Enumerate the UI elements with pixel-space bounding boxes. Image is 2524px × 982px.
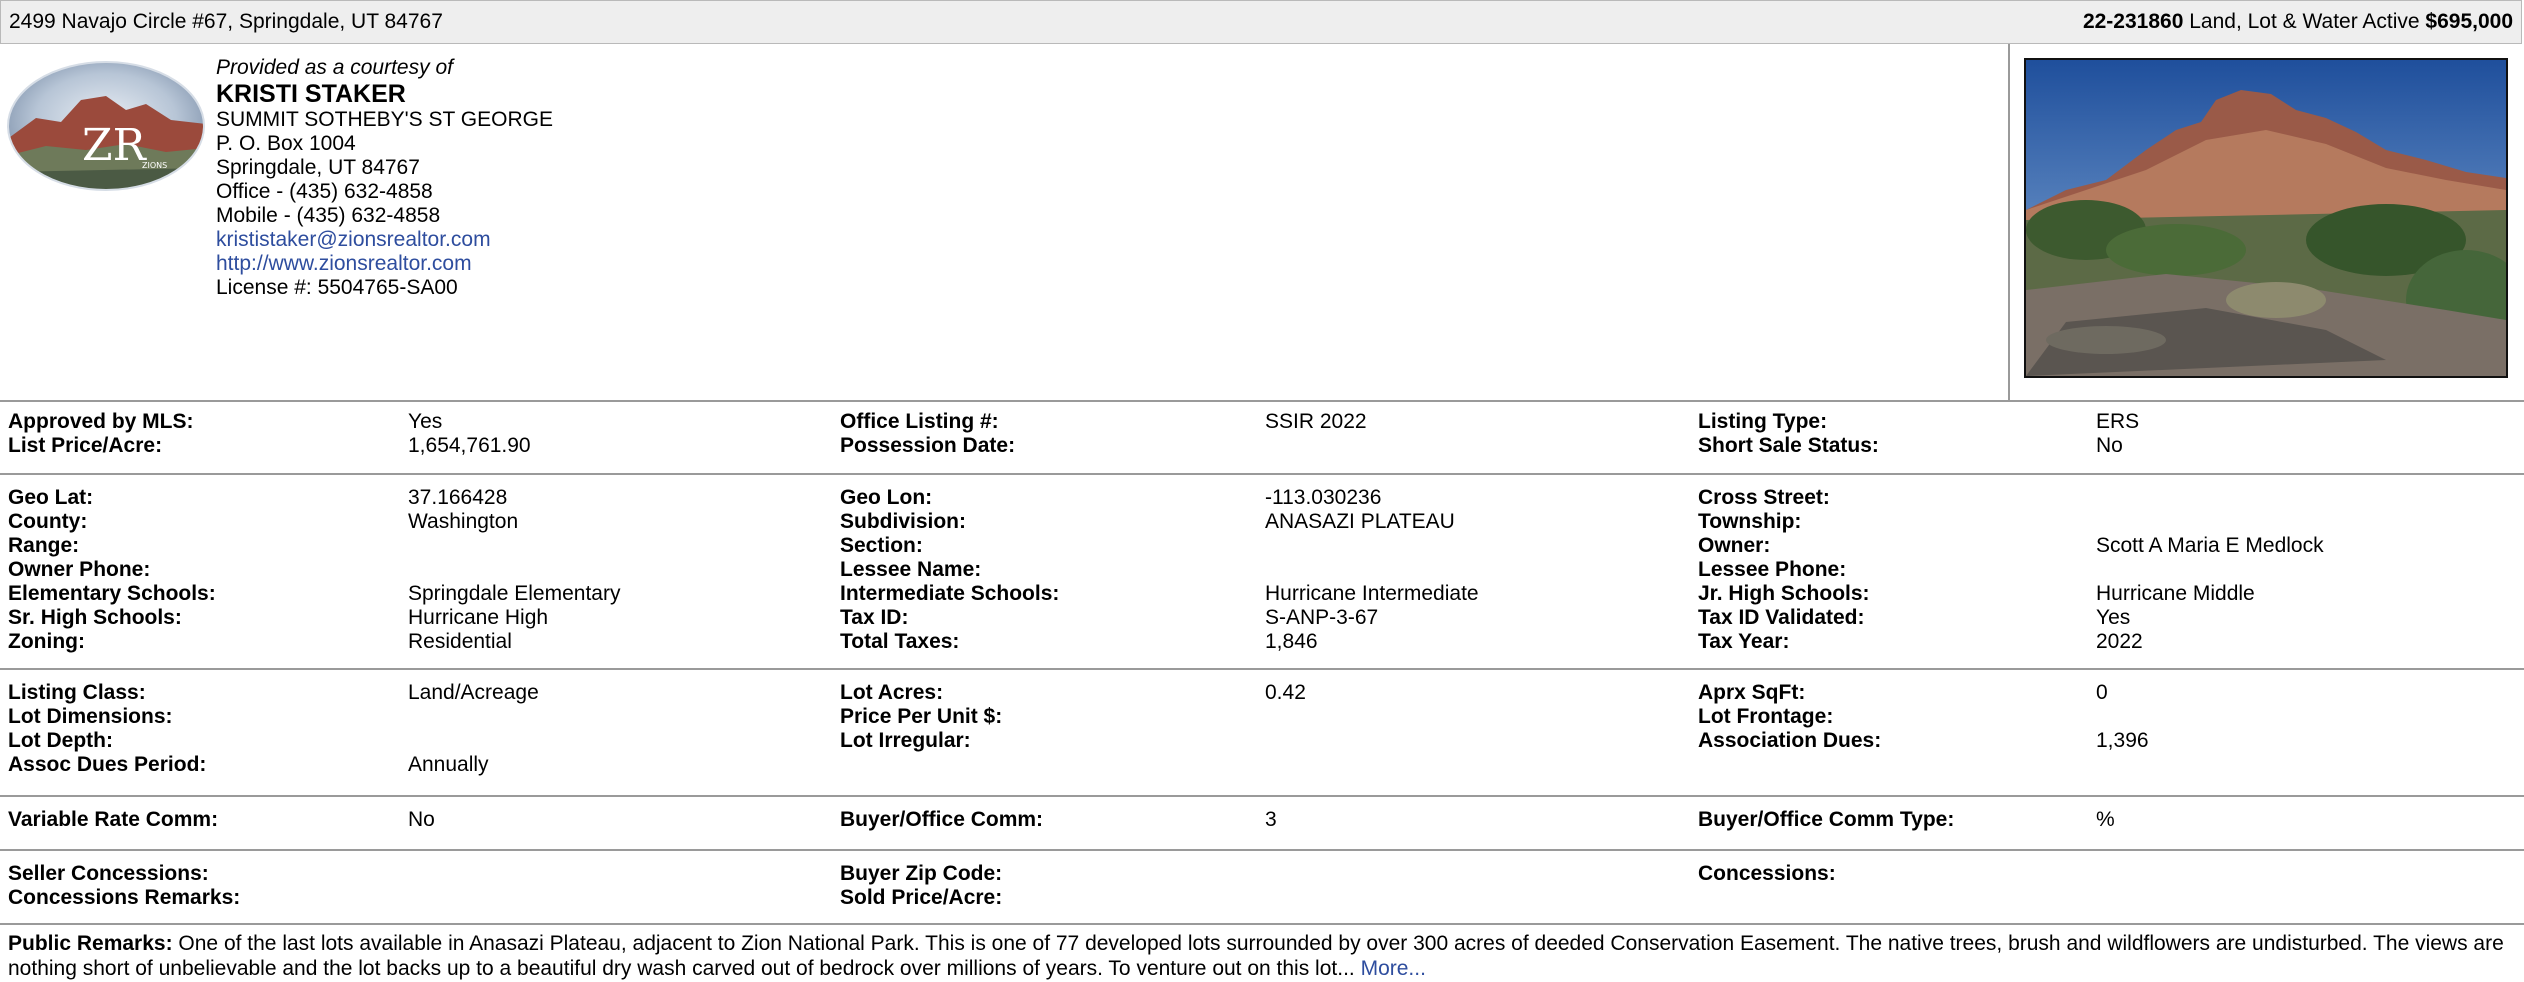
field-label: Short Sale Status: xyxy=(1698,434,1879,457)
detail-row xyxy=(0,862,2524,886)
field-label: Tax ID: xyxy=(840,606,909,629)
field-label: Listing Class: xyxy=(8,681,146,704)
field-label: Lessee Phone: xyxy=(1698,558,1847,581)
field-label: Listing Type: xyxy=(1698,410,1828,433)
detail-section xyxy=(0,670,2524,797)
field-label: Geo Lon: xyxy=(840,486,933,509)
detail-section xyxy=(0,851,2524,925)
listing-summary-bar xyxy=(0,0,2522,44)
field-value: ERS xyxy=(2096,410,2140,433)
field-label: Buyer Zip Code: xyxy=(840,862,1003,885)
field-value: Annually xyxy=(408,753,489,776)
field-value: 3 xyxy=(1265,808,1277,831)
field-value: Land/Acreage xyxy=(408,681,539,704)
detail-row xyxy=(0,705,2524,729)
field-label: Sold Price/Acre: xyxy=(840,886,1003,909)
field-value: Scott A Maria E Medlock xyxy=(2096,534,2324,557)
field-value: No xyxy=(408,808,435,831)
field-label: Jr. High Schools: xyxy=(1698,582,1870,605)
detail-section xyxy=(0,475,2524,670)
detail-row xyxy=(0,630,2524,654)
brokerage-logo xyxy=(6,60,206,192)
detail-row xyxy=(0,486,2524,510)
remarks-label: Public Remarks: xyxy=(8,932,173,955)
remarks-text: One of the last lots available in Anasazi Plateau, adjacent to Zion National Park. This is one of 77 developed lots surrounded by over 300 acres of deeded Conservation Easement. The native trees, brush and wildflowers are undisturbed. The views are nothing short of unbelievable and the lot backs up to a beautiful dry wash carved out of bedrock over millions of years. To venture out on this lot... xyxy=(8,932,2504,980)
listing-status xyxy=(2083,10,2513,34)
field-label: Range: xyxy=(8,534,80,557)
field-label: Assoc Dues Period: xyxy=(8,753,207,776)
field-label: Total Taxes: xyxy=(840,630,960,653)
field-label: Tax ID Validated: xyxy=(1698,606,1865,629)
property-type: Land, Lot & Water Active xyxy=(2183,10,2426,33)
detail-row xyxy=(0,434,2524,458)
website-link[interactable]: http://www.zionsrealtor.com xyxy=(216,252,472,275)
list-price: $695,000 xyxy=(2425,10,2513,33)
detail-section xyxy=(0,797,2524,851)
property-address: 2499 Navajo Circle #67, Springdale, UT 84767 xyxy=(9,10,443,33)
field-label: County: xyxy=(8,510,88,533)
detail-row xyxy=(0,534,2524,558)
agent-name: KRISTI STAKER xyxy=(216,80,406,108)
field-label: Section: xyxy=(840,534,923,557)
field-value: Hurricane Middle xyxy=(2096,582,2255,605)
field-label: Owner: xyxy=(1698,534,1771,557)
field-value: 37.166428 xyxy=(408,486,508,509)
field-value: SSIR 2022 xyxy=(1265,410,1367,433)
email-link[interactable]: krististaker@zionsrealtor.com xyxy=(216,228,491,251)
detail-section xyxy=(0,402,2524,475)
detail-row xyxy=(0,410,2524,434)
mls-number: 22-231860 xyxy=(2082,10,2184,33)
field-label: Concessions Remarks: xyxy=(8,886,241,909)
detail-row xyxy=(0,510,2524,534)
field-value: Yes xyxy=(2096,606,2131,629)
field-label: Elementary Schools: xyxy=(8,582,216,605)
detail-row xyxy=(0,606,2524,630)
detail-row xyxy=(0,558,2524,582)
svg-text:ZR: ZR xyxy=(82,120,146,171)
field-value: No xyxy=(2096,434,2123,457)
field-label: Buyer/Office Comm Type: xyxy=(1698,808,1955,831)
detail-row xyxy=(0,729,2524,753)
agent-header xyxy=(0,44,2524,402)
field-label: Aprx SqFt: xyxy=(1698,681,1806,704)
field-value: Residential xyxy=(408,630,512,653)
courtesy-label: Provided as a courtesy of xyxy=(216,56,453,79)
po-box: P. O. Box 1004 xyxy=(216,132,356,155)
field-value: Hurricane Intermediate xyxy=(1265,582,1479,605)
field-value: Yes xyxy=(408,410,443,433)
header-divider xyxy=(2008,44,2010,400)
field-label: Subdivision: xyxy=(840,510,966,533)
svg-text:ZIONS: ZIONS xyxy=(142,161,168,170)
field-label: Owner Phone: xyxy=(8,558,151,581)
field-label: Sr. High Schools: xyxy=(8,606,182,629)
field-value: S-ANP-3-67 xyxy=(1265,606,1379,629)
more-link[interactable]: More... xyxy=(1360,957,1426,980)
field-value: 1,396 xyxy=(2096,729,2149,752)
field-value: Washington xyxy=(408,510,519,533)
property-photo[interactable] xyxy=(2024,58,2508,378)
brokerage-name: SUMMIT SOTHEBY'S ST GEORGE xyxy=(216,108,553,131)
license-number: License #: 5504765-SA00 xyxy=(216,276,458,299)
field-label: Buyer/Office Comm: xyxy=(840,808,1044,831)
field-label: Township: xyxy=(1698,510,1802,533)
field-label: Office Listing #: xyxy=(840,410,999,433)
detail-row xyxy=(0,753,2524,777)
detail-row xyxy=(0,808,2524,832)
office-phone: Office - (435) 632-4858 xyxy=(216,180,433,203)
field-value: 0.42 xyxy=(1265,681,1306,704)
field-label: Concessions: xyxy=(1698,862,1836,885)
field-label: Association Dues: xyxy=(1698,729,1882,752)
field-label: Price Per Unit $: xyxy=(840,705,1003,728)
field-value: ANASAZI PLATEAU xyxy=(1265,510,1455,533)
field-value: 0 xyxy=(2096,681,2108,704)
field-label: Lot Frontage: xyxy=(1698,705,1834,728)
field-label: List Price/Acre: xyxy=(8,434,163,457)
field-value: % xyxy=(2096,808,2115,831)
field-label: Seller Concessions: xyxy=(8,862,209,885)
field-label: Lot Irregular: xyxy=(840,729,971,752)
field-label: Lot Acres: xyxy=(840,681,944,704)
field-label: Lessee Name: xyxy=(840,558,982,581)
field-label: Geo Lat: xyxy=(8,486,94,509)
field-value: 2022 xyxy=(2096,630,2143,653)
field-label: Approved by MLS: xyxy=(8,410,194,433)
field-value: Hurricane High xyxy=(408,606,549,629)
detail-row xyxy=(0,886,2524,910)
public-remarks xyxy=(8,931,2508,981)
field-label: Intermediate Schools: xyxy=(840,582,1060,605)
field-label: Possession Date: xyxy=(840,434,1016,457)
agent-city: Springdale, UT 84767 xyxy=(216,156,420,179)
field-value: Springdale Elementary xyxy=(408,582,621,605)
field-label: Tax Year: xyxy=(1698,630,1790,653)
detail-row xyxy=(0,681,2524,705)
detail-row xyxy=(0,582,2524,606)
mobile-phone: Mobile - (435) 632-4858 xyxy=(216,204,441,227)
field-label: Lot Dimensions: xyxy=(8,705,173,728)
field-value: -113.030236 xyxy=(1265,486,1382,509)
field-label: Lot Depth: xyxy=(8,729,113,752)
field-value: 1,654,761.90 xyxy=(408,434,531,457)
field-label: Zoning: xyxy=(8,630,85,653)
agent-contact-card xyxy=(216,56,553,300)
field-label: Cross Street: xyxy=(1698,486,1830,509)
field-value: 1,846 xyxy=(1265,630,1318,653)
field-label: Variable Rate Comm: xyxy=(8,808,219,831)
